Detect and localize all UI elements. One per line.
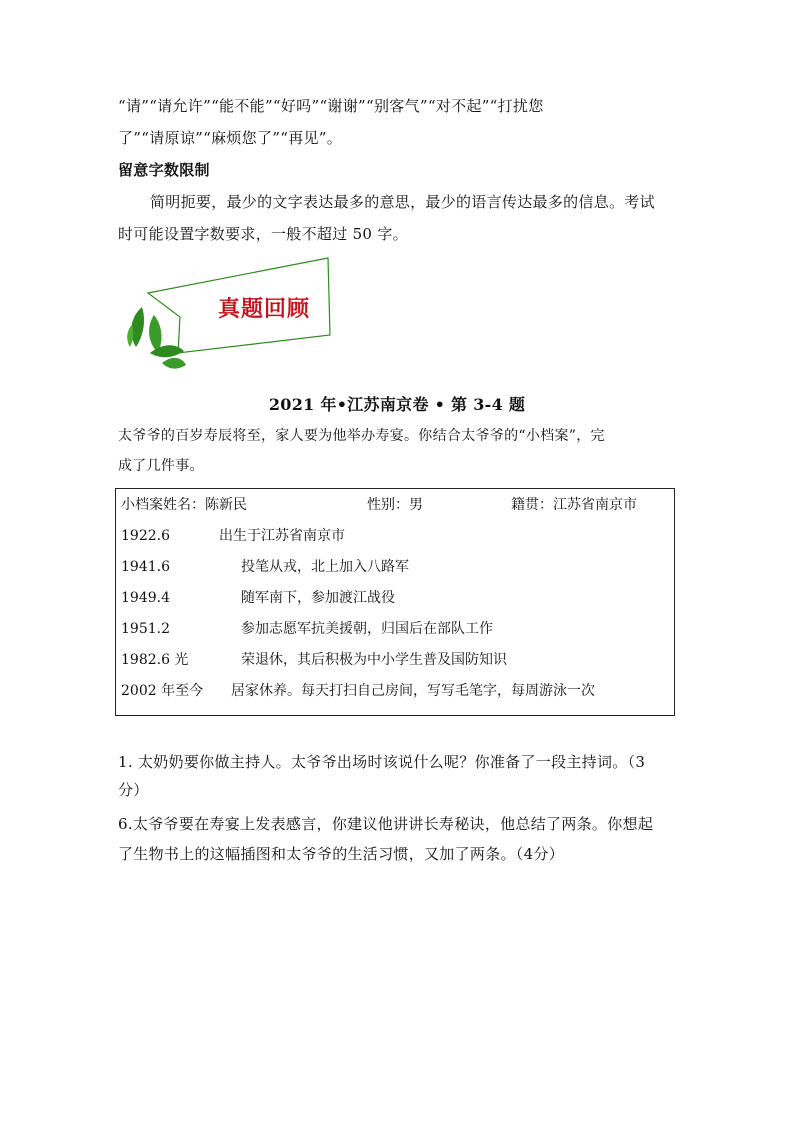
entry-event: 出生于江苏省南京市 xyxy=(219,528,345,544)
review-banner xyxy=(118,255,348,375)
record-gender: 性别：男 xyxy=(367,497,423,513)
question-2-line-1: 6.太爷爷要在寿宴上发表感言，你建议他讲讲长寿秘诀，他总结了两条。你想起 xyxy=(118,815,654,833)
intro-line-2: 成了几件事。 xyxy=(118,458,204,474)
question-1-line-1: 1. 太奶奶要你做主持人。太爷爷出场时该说什么呢？你准备了一段主持词。（3 xyxy=(118,753,646,771)
profile-record-box xyxy=(115,488,675,716)
banner-title: 真题回顾 xyxy=(217,296,310,322)
entry-event: 随军南下，参加渡江战役 xyxy=(241,590,395,606)
question-2-line-2: 了生物书上的这幅插图和太爷爷的生活习惯，又加了两条。（4分） xyxy=(118,845,565,863)
polite-words-line-1: “请”“请允许”“能不能”“好吗”“谢谢”“别客气”“对不起”“打扰您 xyxy=(118,97,544,115)
record-entry-row xyxy=(121,649,669,671)
entry-event: 荣退休，其后积极为中小学生普及国防知识 xyxy=(241,652,507,668)
section-title: 留意字数限制 xyxy=(118,161,210,179)
record-entry-row xyxy=(121,618,669,640)
entry-date: 1982.6 光 xyxy=(121,652,189,668)
entry-event: 参加志愿军抗美援朝，归国后在部队工作 xyxy=(241,621,493,637)
entry-date: 1951.2 xyxy=(121,621,170,637)
record-entry-row xyxy=(121,525,669,547)
polite-words-line-2: 了”“请原谅”“麻烦您了”“再见”。 xyxy=(118,129,343,147)
entry-event: 投笔从戎，北上加入八路军 xyxy=(241,559,409,575)
entry-date: 1941.6 xyxy=(121,559,170,575)
intro-line-1: 太爷爷的百岁寿辰将至，家人要为他举办寿宴。你结合太爷爷的“小档案”，完 xyxy=(118,428,605,444)
record-entry-row xyxy=(121,556,669,578)
section-body-line-2: 时可能设置字数要求，一般不超过 50 字。 xyxy=(118,225,408,243)
leaf-icon xyxy=(131,307,144,347)
leaf-icon xyxy=(127,325,133,347)
record-origin: 籍贯：江苏省南京市 xyxy=(511,497,637,513)
question-1-line-2: 分） xyxy=(118,781,149,799)
entry-date: 1922.6 xyxy=(121,528,170,544)
entry-event: 居家休养。每天打扫自己房间，写写毛笔字，每周游泳一次 xyxy=(231,683,595,699)
entry-date: 2002 年至今 xyxy=(121,683,204,699)
leaf-icon xyxy=(162,358,186,369)
record-entry-row xyxy=(121,587,669,609)
record-entry-row xyxy=(121,680,669,702)
section-body-line-1: 简明扼要，最少的文字表达最多的意思，最少的语言传达最多的信息。考试 xyxy=(150,193,655,211)
exam-heading: 2021 年•江苏南京卷 • 第 3-4 题 xyxy=(268,395,526,414)
entry-date: 1949.4 xyxy=(121,590,170,606)
record-name: 小档案姓名：陈新民 xyxy=(121,497,247,513)
record-header-row xyxy=(121,494,669,516)
